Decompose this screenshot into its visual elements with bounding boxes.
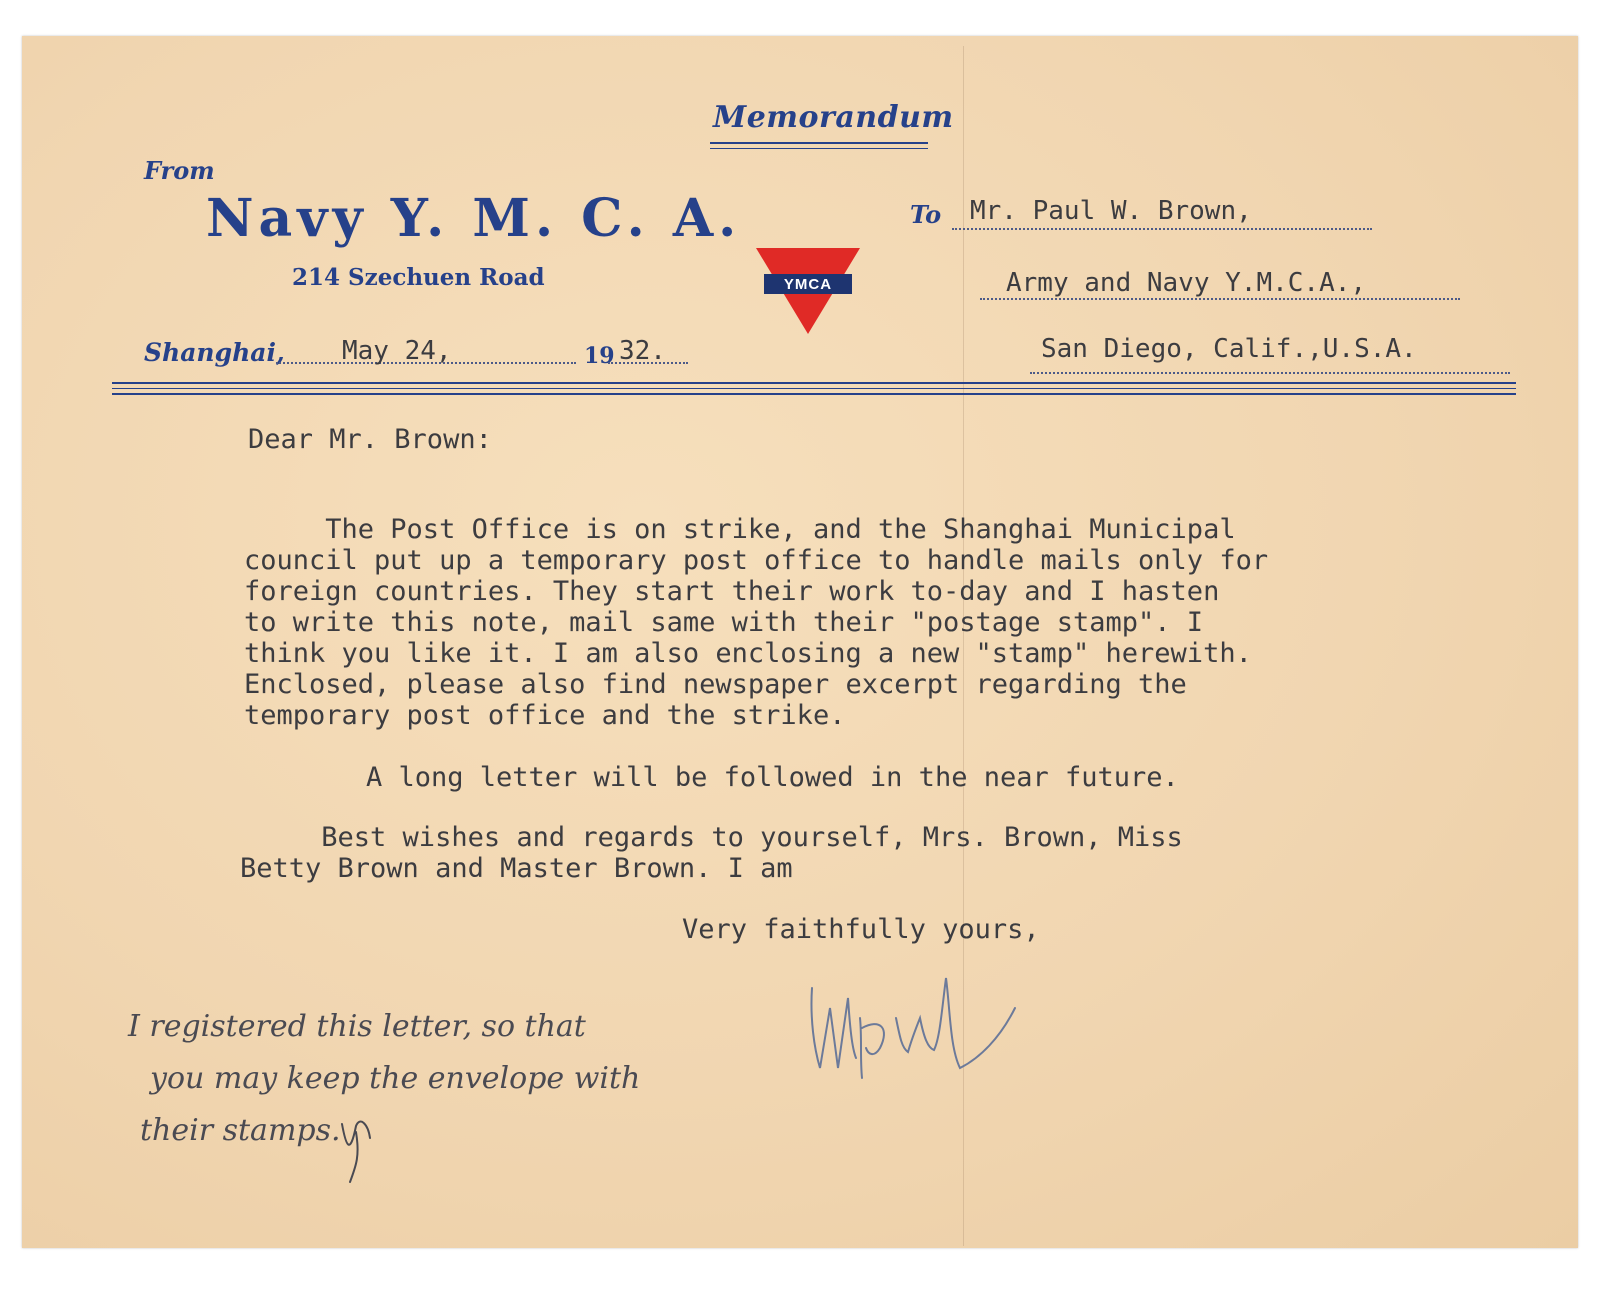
to-label: To [910,200,942,229]
organization-name: Navy Y. M. C. A. [206,188,742,249]
body-paragraph-3: Best wishes and regards to yourself, Mrs. Brown, Miss Betty Brown and Master Brown. I am [240,822,1183,884]
closing: Very faithfully yours, [682,914,1040,945]
organization-address: 214 Szechuen Road [292,264,545,291]
body-paragraph-1: The Post Office is on strike, and the Shanghai Municipal council put up a temporary post office to handle mails only for foreign countries. They start their work to-day and I hasten to write this note, mail same with their "postage stamp". I think you like it. I am also enclosing a new "stamp" herewith. Enclosed, please also find newspaper excerpt regarding the temporary post office and the strike. [244,514,1269,731]
letterhead-rule-thin [112,388,1516,389]
postscript-initials [342,1122,370,1182]
recipient-organization: Army and Navy Y.M.C.A., [1006,268,1367,298]
recipient-location: San Diego, Calif.,U.S.A. [1041,334,1417,364]
date-value: May 24, [342,336,452,366]
postscript-line-1: I registered this letter, so that [128,1009,586,1044]
handwritten-postscript [120,1006,720,1186]
letterhead-rule [112,382,1516,384]
logo-text: YMCA [783,276,833,293]
year-prefix: 19 [584,343,615,369]
letterhead-rule-lower [112,393,1516,395]
handwritten-signature [800,968,1030,1098]
title-underline-thin [710,148,928,149]
salutation: Dear Mr. Brown: [248,424,492,455]
city-label: Shanghai, [144,338,285,367]
from-label: From [144,156,215,185]
body-paragraph-2: A long letter will be followed in the near future. [366,762,1179,793]
year-value: 32. [619,336,666,366]
postscript-line-3: their stamps. [140,1113,341,1148]
memo-title: Memorandum [713,100,954,135]
title-underline [710,142,928,144]
recipient-line1-dots [952,228,1372,230]
recipient-name: Mr. Paul W. Brown, [970,196,1252,226]
postscript-line-2: you may keep the envelope with [150,1061,641,1096]
ymca-triangle-logo [756,248,860,334]
recipient-line3-dots [1030,372,1510,374]
recipient-line2-dots [980,298,1460,300]
